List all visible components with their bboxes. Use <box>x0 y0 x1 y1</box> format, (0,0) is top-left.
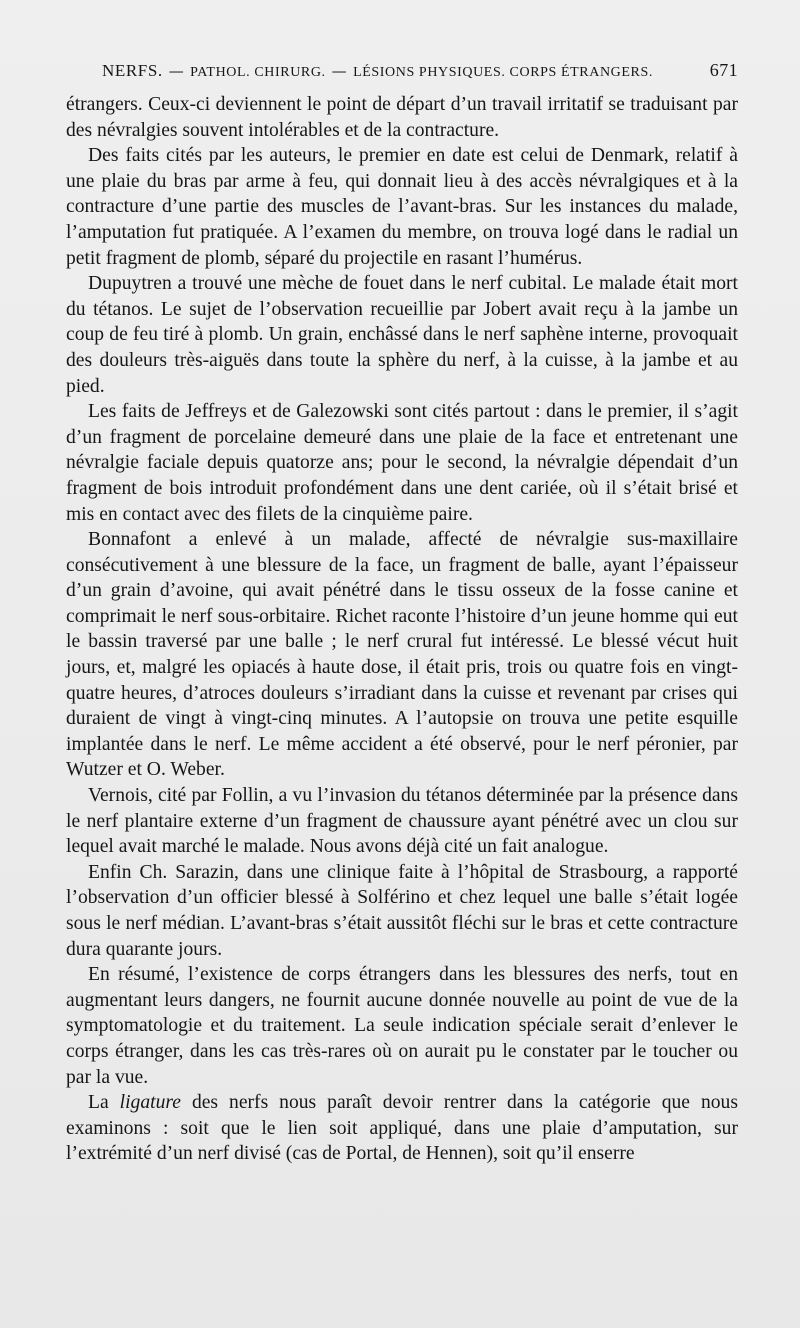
paragraph: Des faits cités par les auteurs, le premier en date est celui de Denmark, relatif à une plaie du bras par arme à feu, qui donnait lieu à des accès névralgiques et à la contracture d’une partie des muscles de l’avant-bras. Sur les instances du malade, l’amputation fut pratiquée. A l’examen du membre, on trouva logé dans le radial un petit fragment de plomb, séparé du projectile en rasant l’humérus. <box>66 145 738 269</box>
paragraph-ligature <box>66 1090 738 1167</box>
running-head-title <box>102 61 653 81</box>
paragraph: Vernois, cité par Follin, a vu l’invasion du tétanos déterminée par la présence dans le nerf plantaire externe d’un fragment de chaussure ayant pénétré avec un clou sur lequel avait marché le malade. Nous avons déjà cité un fait analogue. <box>66 785 738 858</box>
header-topic: LÉSIONS PHYSIQUES. CORPS ÉTRANGERS. <box>353 65 653 80</box>
header-dash: — <box>331 62 348 80</box>
body-text <box>66 92 738 1167</box>
running-head <box>102 60 738 84</box>
header-subsection: PATHOL. CHIRURG. <box>190 65 326 80</box>
section-title: NERFS. <box>102 61 163 80</box>
header-dash: — <box>168 62 185 80</box>
paragraph: Les faits de Jeffreys et de Galezowski sont cités partout : dans le premier, il s’agit d’un fragment de porcelaine demeuré dans une plaie de la face et entretenant une névralgie faciale depuis quatorze ans; pour le second, la névralgie dépendait d’un fragment de bois introduit profondément dans une dent cariée, où il s’était brisé et mis en contact avec des filets de la cinquième paire. <box>66 401 738 525</box>
paragraph: étrangers. Ceux-ci deviennent le point de départ d’un travail irritatif se traduisant par des névralgies souvent intolérables et de la contracture. <box>66 94 738 141</box>
page-number: 671 <box>709 60 738 80</box>
paragraph: Bonnafont a enlevé à un malade, affecté de névralgie sus-maxillaire consécutivement à une blessure de la face, un fragment de balle, ayant l’épaisseur d’un grain d’avoine, qui avait pénétré dans le tissu osseux de la fosse canine et comprimait le nerf sous-orbitaire. Richet raconte l’histoire d’un jeune homme qui eut le bassin traversé par une balle ; le nerf crural fut intéressé. Le blessé vécut huit jours, et, malgré les opiacés à haute dose, il était pris, trois ou quatre fois en vingt-quatre heures, d’atroces douleurs s’irradiant dans la cuisse et revenant par crises qui duraient de vingt à vingt-cinq minutes. A l’autopsie on trouva une petite esquille implantée dans le nerf. Le même accident a été observé, pour le nerf péronier, par Wutzer et O. Weber. <box>66 529 738 781</box>
paragraph-text: La <box>88 1092 120 1114</box>
paragraph: Dupuytren a trouvé une mèche de fouet dans le nerf cubital. Le malade était mort du tétanos. Le sujet de l’observation recueillie par Jobert avait reçu à la jambe un coup de feu tiré à plomb. Un grain, enchâssé dans le nerf saphène interne, provoquait des douleurs très-aiguës dans toute la sphère du nerf, à la cuisse, à la jambe et au pied. <box>66 273 738 397</box>
paragraph: Enfin Ch. Sarazin, dans une clinique faite à l’hôpital de Strasbourg, a rapporté l’observation d’un officier blessé à Solférino et chez lequel une balle s’était logée sous le nerf médian. L’avant-bras s’était aussitôt fléchi sur le bras et cette contracture dura quarante jours. <box>66 861 738 960</box>
italic-term: ligature <box>119 1092 181 1114</box>
paragraph: En résumé, l’existence de corps étrangers dans les blessures des nerfs, tout en augmentant leurs dangers, ne fournit aucune donnée nouvelle au point de vue de la symptomatologie et du traitement. La seule indication spéciale serait d’enlever le corps étranger, dans les cas très-rares où on aurait pu le constater par le toucher ou par la vue. <box>66 964 738 1088</box>
paragraph-text: des nerfs nous paraît devoir rentrer dans la catégorie que nous examinons : soit que le lien soit appliqué, dans une plaie d’amputation, sur l’extrémité d’un nerf divisé (cas de Portal, de Hennen), soit qu’il enserre <box>66 1092 738 1165</box>
